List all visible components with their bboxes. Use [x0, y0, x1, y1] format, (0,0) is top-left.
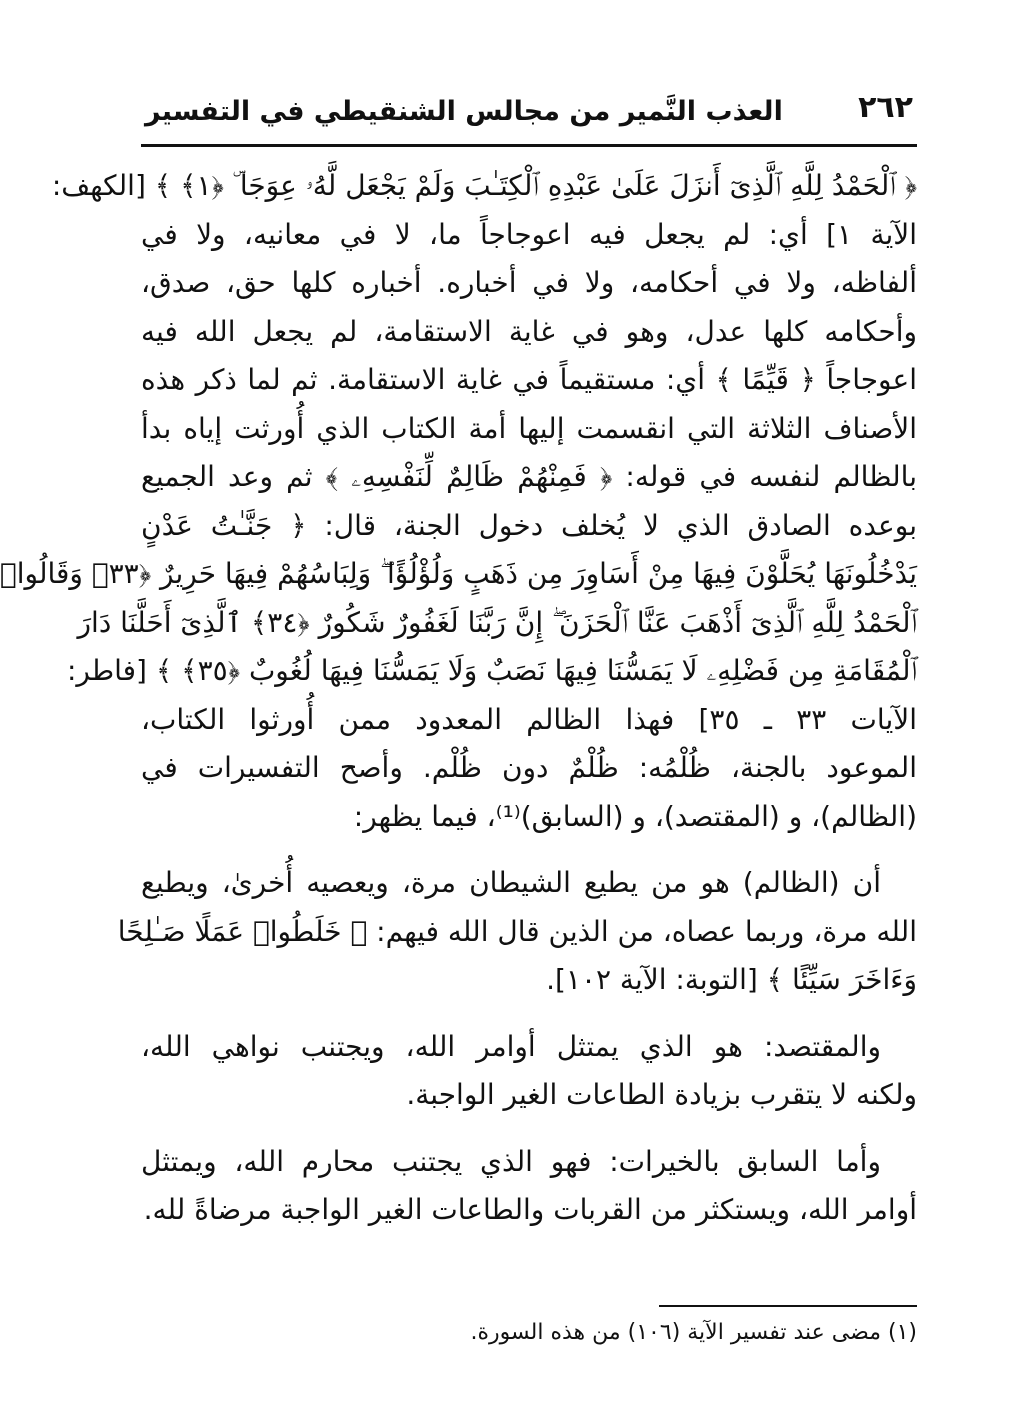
text-line: اعوجاجاً ﴿ قَيِّمًا ﴾ أي: مستقيماً في غاية الاستقامة. ثم لما ذكر هذه: [141, 363, 917, 396]
text-line: ألفاظه، ولا في أحكامه، ولا في أخباره. أخباره كلها حق، صدق،: [141, 266, 917, 299]
quran-line: ٱلْمُقَامَةِ مِن فَضْلِهِۦ لَا يَمَسُّنَا فِيهَا نَصَبٌ وَلَا يَمَسُّنَا فِيهَا لُغُوبٌ ﴿٣٥﴾ ﴾ [فاطر:: [66, 654, 917, 687]
text-line: بالظالم لنفسه في قوله: ﴿ فَمِنْهُمْ ظَالِمٌ لِّنَفْسِهِۦ ﴾ ثم وعد الجميع: [141, 460, 917, 493]
text-line: (الظالم)، و (المقتصد)، و (السابق)⁽¹⁾، فيما يظهر:: [353, 799, 917, 833]
text-line: الله مرة، وربما عصاه، من الذين قال الله فيهم: ﴿ خَلَطُوا۟ عَمَلًا صَـٰلِحًا: [117, 914, 917, 948]
text-line: الموعود بالجنة، ظُلْمُه: ظُلْمٌ دون ظُلْم. وأصح التفسيرات في: [141, 751, 917, 784]
main-text: [0, 162, 918, 1235]
quran-line: يَدْخُلُونَهَا يُحَلَّوْنَ فِيهَا مِنْ أَسَاوِرَ مِن ذَهَبٍ وَلُؤْلُؤًا ۖ وَلِبَاسُهُمْ فِيهَا حَرِيرٌ ﴿٣٣﴾ وَقَالُوا۟: [0, 557, 917, 590]
text-line: أن (الظالم) هو من يطيع الشيطان مرة، ويعصيه أُخرىٰ، ويطيع: [141, 866, 881, 899]
footnote: (١) مضى عند تفسير الآية (١٠٦) من هذه السورة.: [470, 1320, 917, 1345]
text-line: الآية ١] أي: لم يجعل فيه اعوجاجاً ما، لا في معانيه، ولا في: [141, 217, 918, 251]
text-line: والمقتصد: هو الذي يمتثل أوامر الله، ويجتنب نواهي الله،: [141, 1029, 881, 1063]
text-line: وَءَاخَرَ سَيِّئًا ﴾ [التوبة: الآية ١٠٢].: [546, 963, 917, 996]
quran-line: ٱلْحَمْدُ لِلَّهِ ٱلَّذِىٓ أَذْهَبَ عَنَّا ٱلْحَزَنَ ۖ إِنَّ رَبَّنَا لَغَفُورٌ شَكُورٌ ﴿٣٤﴾ ٱلَّذِىٓ أَحَلَّنَا دَارَ: [77, 605, 917, 639]
paragraph-4: [141, 1138, 917, 1235]
page-number: ٢٦٢: [858, 90, 913, 125]
text-line: ولكنه لا يتقرب بزيادة الطاعات الغير الواجبة.: [406, 1078, 917, 1111]
footnote-divider: [659, 1305, 917, 1307]
paragraph-3: [141, 1023, 917, 1120]
running-title: العذب النَّمير من مجالس الشنقيطي في التفسير: [145, 96, 783, 127]
paragraph-2: [117, 859, 917, 1005]
text-line: ﴿ ٱلْحَمْدُ لِلَّهِ ٱلَّذِىٓ أَنزَلَ عَلَىٰ عَبْدِهِ ٱلْكِتَـٰبَ وَلَمْ يَجْعَل لَّهُۥ عِوَجَا ۜ ﴿١﴾ ﴾ [الكهف:: [51, 169, 917, 202]
text-line: وأما السابق بالخيرات: فهو الذي يجتنب محارم الله، ويمتثل: [141, 1144, 881, 1178]
text-line: الآيات ٣٣ ـ ٣٥] فهذا الظالم المعدود ممن أُورثوا الكتاب،: [141, 702, 917, 736]
text-line: أوامر الله، ويستكثر من القربات والطاعات الغير الواجبة مرضاةً لله.: [143, 1193, 917, 1226]
text-line: وأحكامه كلها عدل، وهو في غاية الاستقامة، لم يجعل الله فيه: [141, 314, 917, 348]
page-header: [141, 88, 917, 147]
text-line: الأصناف الثلاثة التي انقسمت إليها أمة الكتاب الذي أُورثت إياه بدأ: [141, 411, 917, 445]
paragraph-1: [0, 162, 918, 841]
text-line: بوعده الصادق الذي لا يُخلف دخول الجنة، قال: ﴿ جَنَّـٰتُ عَدْنٍ: [141, 508, 917, 542]
